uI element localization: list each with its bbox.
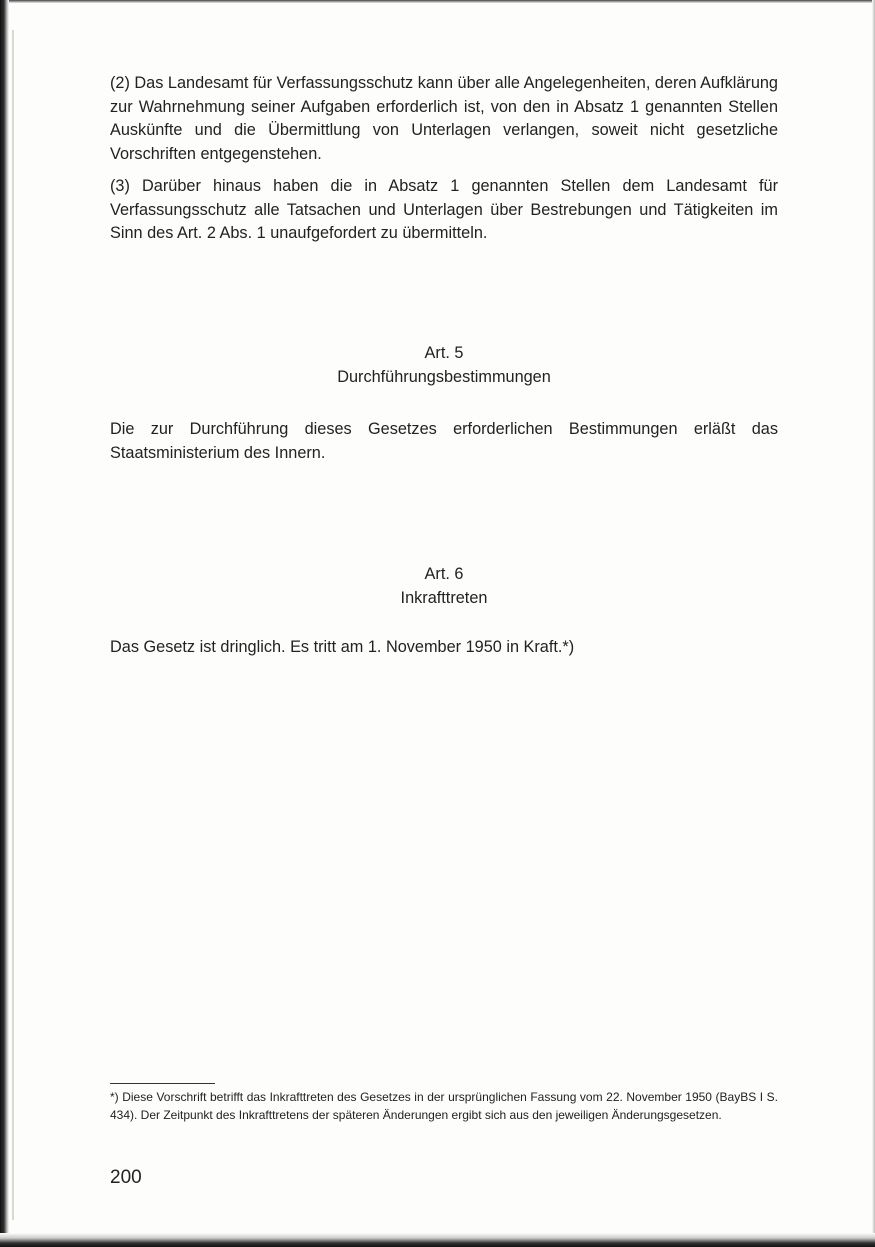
page-number: 200 <box>110 1167 142 1188</box>
book-spine-edge <box>0 0 9 1247</box>
page-top-edge <box>0 0 875 3</box>
paragraph-absatz-3: (3) Darüber hinaus haben die in Absatz 1 genannten Stellen dem Landesamt für Verfassungsschutz alle Tatsachen und Unterlagen über Bestrebungen und Tätigkeiten im Sinn des Art. 2 Abs. 1 unaufgefordert zu übermitteln. <box>110 177 778 242</box>
article-6-title: Inkrafttreten <box>400 589 488 607</box>
article-6-number: Art. 6 <box>424 565 464 583</box>
paragraph-absatz-2: (2) Das Landesamt für Verfassungsschutz kann über alle Angelegenheiten, deren Aufklärung zur Wahrnehmung seiner Aufgaben erforderlich ist, von den in Absatz 1 genannten Stellen Auskünfte und die Übermittlung von Unterlagen verlangen, soweit nicht gesetzliche Vorschriften entgegenstehen. <box>110 74 778 163</box>
article-6-text: Das Gesetz ist dringlich. Es tritt am 1. November 1950 in Kraft.*) <box>110 638 575 656</box>
footnote-divider <box>110 1083 215 1084</box>
article-5-text: Die zur Durchführung dieses Gesetzes erforderlichen Bestimmungen erläßt das Staatsministerium des Innern. <box>110 420 778 462</box>
article-5-heading <box>110 341 778 389</box>
page-inner-shadow <box>12 30 14 1220</box>
page-bottom-edge <box>0 1233 875 1247</box>
article-6-heading <box>110 562 778 610</box>
article-5-number: Art. 5 <box>424 344 464 362</box>
footnote: *) Diese Vorschrift betrifft das Inkrafttreten des Gesetzes in der ursprünglichen Fassung vom 22. November 1950 (BayBS I S. 434). Der Zeitpunkt des Inkrafttretens der späteren Änderungen ergibt sich aus den jeweiligen Änderungsgesetzen. <box>110 1090 778 1122</box>
article-5-title: Durchführungsbestimmungen <box>337 368 551 386</box>
